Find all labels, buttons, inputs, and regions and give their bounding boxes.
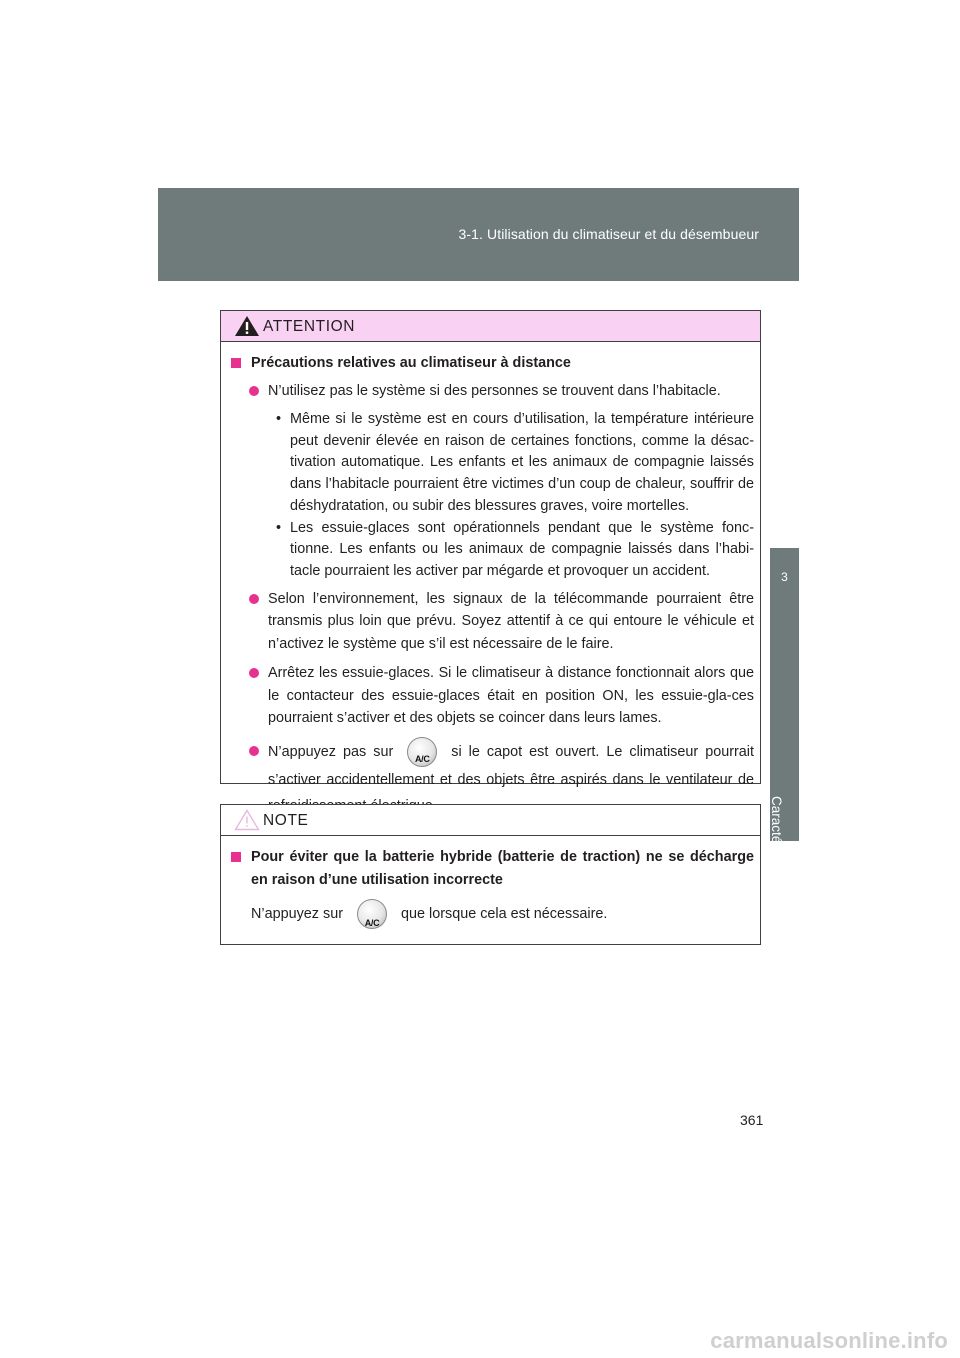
list-item-text: Selon l’environnement, les signaux de la télécommande pourraient être transmis plus loin que prévu. Soyez attentif à ce qui entoure le véhicule et n’activez le système que s’il est nécessaire de le faire. (268, 590, 754, 652)
note-section-heading (229, 846, 754, 891)
list-item (246, 662, 754, 730)
page-number: 361 (740, 1112, 764, 1128)
sub-list-item (246, 409, 754, 518)
list-item-text: N’utilisez pas le système si des personnes se trouvent dans l’habitacle. (268, 382, 721, 399)
attention-title: ATTENTION (263, 318, 356, 335)
sub-list-item-text: Les essuie-glaces sont opérationnels pendant que le système fonc-tionne. Les enfants ou les animaux de compagnie laissés dans l’habi-tacle pourraient les activer par mégarde et provoquer un accident. (290, 519, 754, 579)
list-item (246, 380, 754, 403)
list-item-text-before: N’appuyez pas sur (268, 743, 394, 760)
square-bullet-icon (231, 852, 241, 862)
note-box (220, 804, 761, 945)
small-dot-icon: • (276, 519, 282, 536)
circle-bullet-icon (249, 746, 259, 756)
list-item (246, 588, 754, 656)
attention-heading-text: Précautions relatives au climatiseur à distance (251, 355, 571, 371)
note-heading-text: Pour éviter que la batterie hybride (batterie de traction) ne se décharge en raison d’une utilisation incorrecte (251, 849, 754, 888)
chapter-number: 3 (781, 570, 788, 584)
circle-bullet-icon (249, 668, 259, 678)
square-bullet-icon (231, 358, 241, 368)
chapter-title: Caractéristiques intérieures (769, 796, 784, 961)
attention-header (221, 311, 760, 342)
section-title: 3-1. Utilisation du climatiseur et du désembueur (458, 226, 759, 242)
note-title: NOTE (263, 812, 309, 829)
circle-bullet-icon (249, 386, 259, 396)
attention-box (220, 310, 761, 788)
attention-section-heading (229, 352, 754, 375)
list-item-text-after: si le capot est ouvert. Le climatiseur pourrait s’activer accidentellement et des objets être aspirés dans le ventilateur de (268, 743, 755, 788)
list-item-text: Arrêtez les essuie-glaces. Si le climatiseur à distance fonctionnait alors que le contacteur des essuie-glaces était en position ON, les essuie-gla-ces pourraient s’activer et des objets se coincer dans leurs lames. (268, 665, 754, 727)
chapter-tab-text (769, 281, 799, 961)
watermark: carmanualsonline.info (710, 1328, 948, 1353)
warning-outline-icon (234, 809, 260, 831)
warning-triangle-icon (234, 315, 260, 337)
ac-button-label: A/C (414, 753, 430, 764)
ac-button-icon (357, 899, 387, 929)
note-content (221, 836, 760, 929)
small-dot-icon: • (276, 411, 282, 427)
ac-button-icon (407, 737, 437, 767)
note-header (221, 805, 760, 836)
header-band (158, 188, 799, 281)
sub-list-item-text: Même si le système est en cours d’utilisation, la température intérieure peut devenir élevée en raison de certaines fonctions, comme la désac-tivation automatique. Les enfants et les animaux de compagnie laissés dans l’habitacle pourraient être victimes d’un coup de chaleur, souffrir de déshydratation, ou subir des blessures graves, voire mortelles. (290, 411, 754, 514)
note-paragraph (229, 899, 754, 929)
note-text-before: N’appuyez sur (251, 906, 343, 922)
ac-button-label: A/C (364, 918, 380, 929)
note-text-after: que lorsque cela est nécessaire. (401, 906, 608, 922)
attention-content (221, 342, 760, 819)
circle-bullet-icon (249, 594, 259, 604)
sub-list-item (246, 518, 754, 583)
